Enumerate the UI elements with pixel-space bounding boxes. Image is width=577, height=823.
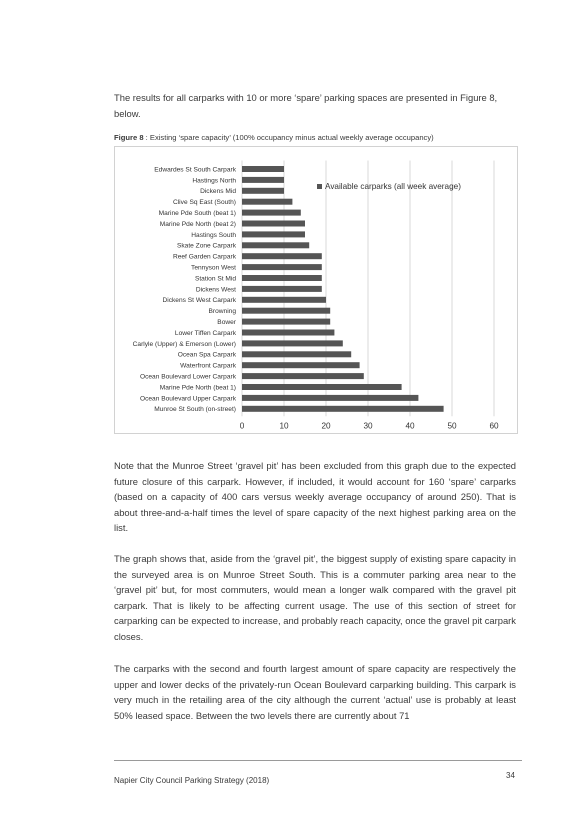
category-label-17: Ocean Spa Carpark <box>177 351 236 359</box>
footer-rule <box>114 760 522 761</box>
page-number: 34 <box>506 771 515 780</box>
bar-8 <box>242 253 322 259</box>
category-label-12: Dickens St West Carpark <box>162 297 236 305</box>
category-label-0: Edwardes St South Carpark <box>154 166 236 174</box>
x-tick-label-3: 30 <box>363 421 373 431</box>
figure-label: Figure 8 <box>114 133 144 142</box>
bar-12 <box>242 297 326 303</box>
bar-1 <box>242 177 284 183</box>
footer-title: Napier City Council Parking Strategy (2018) <box>114 776 270 785</box>
bar-5 <box>242 221 305 227</box>
category-label-9: Tennyson West <box>191 264 236 272</box>
category-label-4: Marine Pde South (beat 1) <box>158 210 236 217</box>
paragraph-ocean-boulevard: The carparks with the second and fourth largest amount of spare capacity are respectively the upper and lower decks of the privately-run Ocean Boulevard carparking building. This carpark is very much in the retailing area of the city although the current ‘actual’ use is probably at least 50% leased space. Between the two levels there are currently about 71 <box>114 663 516 721</box>
category-label-16: Carlyle (Upper) & Emerson (Lower) <box>132 340 236 348</box>
bar-16 <box>242 340 343 346</box>
category-label-10: Station St Mid <box>194 275 236 283</box>
legend-swatch <box>317 184 322 189</box>
category-label-20: Marine Pde North (beat 1) <box>159 384 236 392</box>
category-label-6: Hastings South <box>191 231 236 239</box>
x-tick-label-2: 20 <box>321 421 331 431</box>
bar-3 <box>242 199 292 205</box>
bar-7 <box>242 242 309 248</box>
bar-chart <box>115 147 519 435</box>
bar-6 <box>242 231 305 237</box>
bar-0 <box>242 166 284 172</box>
bar-9 <box>242 264 322 270</box>
intro-paragraph: The results for all carparks with 10 or more ‘spare’ parking spaces are presented in Figure 8, below. <box>114 92 498 119</box>
category-label-18: Waterfront Carpark <box>180 362 236 370</box>
category-label-22: Munroe St South (on-street) <box>154 406 236 414</box>
bar-4 <box>242 210 301 216</box>
category-label-19: Ocean Boulevard Lower Carpark <box>139 373 236 381</box>
chart-frame <box>114 146 518 434</box>
bar-20 <box>242 384 402 390</box>
category-label-11: Dickens West <box>195 286 236 294</box>
figure-caption-text: : Existing ‘spare capacity’ (100% occupancy minus actual weekly average occupancy) <box>143 133 434 142</box>
bar-21 <box>242 395 418 401</box>
x-tick-label-6: 60 <box>489 421 499 431</box>
category-label-21: Ocean Boulevard Upper Carpark <box>139 395 236 403</box>
bar-14 <box>242 319 330 325</box>
paragraph-gravel-pit: Note that the Munroe Street ‘gravel pit’ has been excluded from this graph due to the expected future closure of this carpark. However, if included, it would account for 160 ‘spare’ carparks (based on a capacity of 400 cars versus weekly average occupancy of around 250). That is about three-and-a-half times the level of spare capacity of the next highest parking area on the list. <box>114 460 516 534</box>
figure-caption <box>114 133 514 142</box>
category-label-5: Marine Pde North (beat 2) <box>159 220 236 228</box>
x-tick-label-1: 10 <box>279 421 289 431</box>
paragraph-munroe-street: The graph shows that, aside from the ‘gravel pit’, the biggest supply of existing spare capacity in the surveyed area is on Munroe Street South. This is a commuter parking area near to the ‘gravel pit’ but, for most commuters, would mean a longer walk compared with the gravel pit carpark. That is likely to be affecting current usage. The use of this section of street for carparking can be expected to increase, and probably reach capacity, once the gravel pit carpark closes. <box>114 553 516 642</box>
category-label-3: Clive Sq East (South) <box>172 199 236 207</box>
x-tick-label-4: 40 <box>405 421 415 431</box>
x-tick-label-0: 0 <box>239 421 245 431</box>
category-label-15: Lower Tiffen Carpark <box>174 329 236 337</box>
bar-15 <box>242 330 334 336</box>
bar-13 <box>242 308 330 314</box>
category-label-7: Skate Zone Carpark <box>176 242 236 250</box>
category-label-8: Reef Garden Carpark <box>172 253 236 261</box>
bar-2 <box>242 188 284 194</box>
category-label-13: Browning <box>208 308 236 316</box>
bar-18 <box>242 362 360 368</box>
category-label-2: Dickens Mid <box>200 188 236 196</box>
x-tick-label-5: 50 <box>447 421 457 431</box>
bar-22 <box>242 406 444 412</box>
bar-19 <box>242 373 364 379</box>
category-label-14: Bower <box>217 319 236 326</box>
category-label-1: Hastings North <box>192 177 236 185</box>
bar-17 <box>242 351 351 357</box>
bar-10 <box>242 275 322 281</box>
bar-11 <box>242 286 322 292</box>
legend-label: Available carparks (all week average) <box>325 182 461 191</box>
